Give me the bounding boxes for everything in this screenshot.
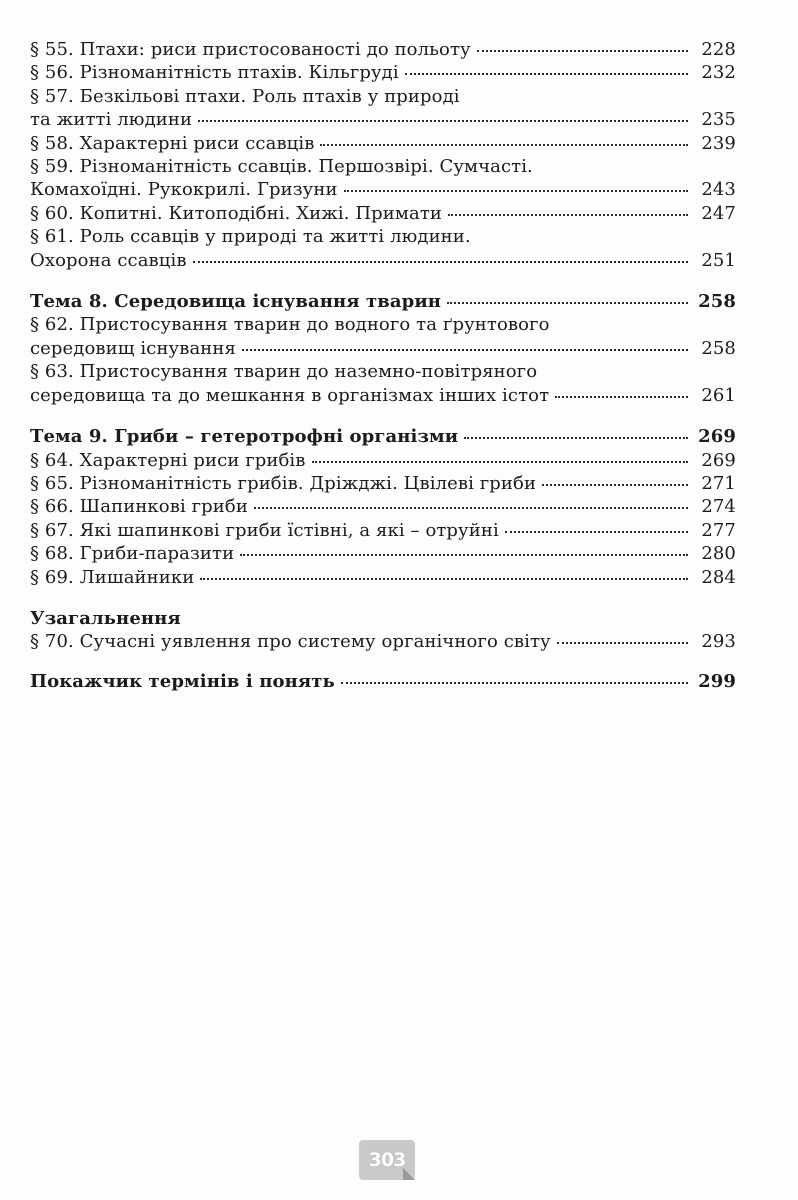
toc-entry-56[interactable] (30, 61, 736, 84)
toc-entry-57[interactable] (30, 85, 736, 132)
table-of-contents (30, 38, 736, 693)
entry-page: 280 (701, 543, 736, 565)
entry-page: 239 (701, 132, 736, 154)
entry-page: 284 (701, 566, 736, 588)
entry-title: § 69. Лишайники (30, 566, 195, 588)
toc-entry-59[interactable] (30, 155, 736, 202)
entry-title: Охорона ссавців (30, 249, 187, 271)
dot-leader (193, 261, 688, 263)
entry-title: § 66. Шапинкові гриби (30, 496, 248, 518)
entry-title: § 65. Різноманітність грибів. Дріжджі. Цвілеві гриби (30, 472, 537, 494)
entry-page: 258 (701, 337, 736, 359)
dot-leader (505, 531, 688, 533)
toc-entry-70[interactable] (30, 630, 736, 653)
dot-leader (312, 461, 688, 463)
dot-leader (542, 484, 688, 486)
entry-page: 274 (701, 496, 736, 518)
entry-page: 277 (701, 519, 736, 541)
entry-page: 269 (701, 449, 736, 471)
theme-page: 269 (698, 426, 736, 448)
generalization-heading: Узагальнення (30, 607, 181, 629)
entry-title: § 55. Птахи: риси пристосованості до польоту (30, 39, 471, 60)
index-title: Покажчик термінів і понять (30, 670, 335, 692)
toc-entry-68[interactable] (30, 542, 736, 565)
dot-leader (320, 144, 688, 146)
toc-entry-67[interactable] (30, 519, 736, 542)
entry-title: Комахоїдні. Рукокрилі. Гризуни (30, 179, 338, 201)
entry-page: 235 (701, 109, 736, 131)
entry-title: середовищ існування (30, 337, 236, 359)
toc-entry-58[interactable] (30, 132, 736, 155)
entry-page: 261 (701, 384, 736, 406)
theme-9-heading[interactable] (30, 425, 736, 448)
entry-title: § 64. Характерні риси грибів (30, 449, 306, 471)
dot-leader (405, 73, 688, 75)
entry-page: 271 (701, 472, 736, 494)
entry-page: 243 (701, 179, 736, 201)
dot-leader (447, 302, 688, 304)
entry-title: § 58. Характерні риси ссавців (30, 132, 315, 154)
dot-leader (464, 437, 688, 439)
entry-title: § 67. Які шапинкові гриби їстівні, а які – отруйні (30, 519, 499, 541)
dot-leader (242, 349, 688, 351)
toc-entry-63[interactable] (30, 360, 736, 407)
dot-leader (254, 507, 688, 509)
dot-leader (240, 554, 688, 556)
entry-page: 228 (701, 39, 736, 60)
dot-leader (555, 396, 688, 398)
theme-page: 258 (698, 291, 736, 313)
toc-entry-55[interactable] (30, 38, 736, 61)
dot-leader (557, 642, 688, 644)
toc-entry-69[interactable] (30, 566, 736, 589)
entry-title-line1: § 62. Пристосування тварин до водного та ґрунтового (30, 314, 550, 336)
page-number: 303 (368, 1149, 406, 1171)
entry-title-line1: § 63. Пристосування тварин до наземно-повітряного (30, 361, 538, 383)
entry-page: 251 (701, 249, 736, 271)
entry-title: § 70. Сучасні уявлення про систему органічного світу (30, 631, 551, 653)
toc-entry-64[interactable] (30, 449, 736, 472)
page-corner-fold-icon (403, 1168, 415, 1180)
dot-leader (448, 214, 688, 216)
entry-title: § 56. Різноманітність птахів. Кільгруді (30, 62, 399, 84)
entry-title: § 68. Гриби-паразити (30, 543, 235, 565)
entry-title: середовища та до мешкання в організмах інших істот (30, 384, 550, 406)
entry-title: § 60. Копитні. Китоподібні. Хижі. Примати (30, 202, 442, 224)
theme-title: Тема 9. Гриби – гетеротрофні організми (30, 426, 459, 448)
entry-title-line1: § 61. Роль ссавців у природі та житті людини. (30, 226, 471, 248)
index-entry[interactable] (30, 670, 736, 693)
toc-entry-66[interactable] (30, 495, 736, 518)
dot-leader (477, 50, 688, 52)
entry-page: 232 (701, 62, 736, 84)
entry-title: та житті людини (30, 109, 193, 131)
toc-entry-60[interactable] (30, 202, 736, 225)
toc-entry-62[interactable] (30, 313, 736, 360)
entry-page: 293 (701, 631, 736, 653)
page-number-badge (359, 1140, 415, 1180)
dot-leader (200, 578, 688, 580)
dot-leader (344, 190, 688, 192)
entry-title-line1: § 59. Різноманітність ссавців. Першозвірі. Сумчасті. (30, 156, 533, 178)
theme-8-heading[interactable] (30, 290, 736, 313)
entry-page: 247 (701, 202, 736, 224)
toc-entry-61[interactable] (30, 225, 736, 272)
entry-title-line1: § 57. Безкільові птахи. Роль птахів у природі (30, 85, 460, 107)
dot-leader (198, 120, 688, 122)
index-page: 299 (698, 670, 736, 692)
toc-entry-65[interactable] (30, 472, 736, 495)
dot-leader (341, 682, 688, 684)
theme-title: Тема 8. Середовища існування тварин (30, 291, 442, 313)
